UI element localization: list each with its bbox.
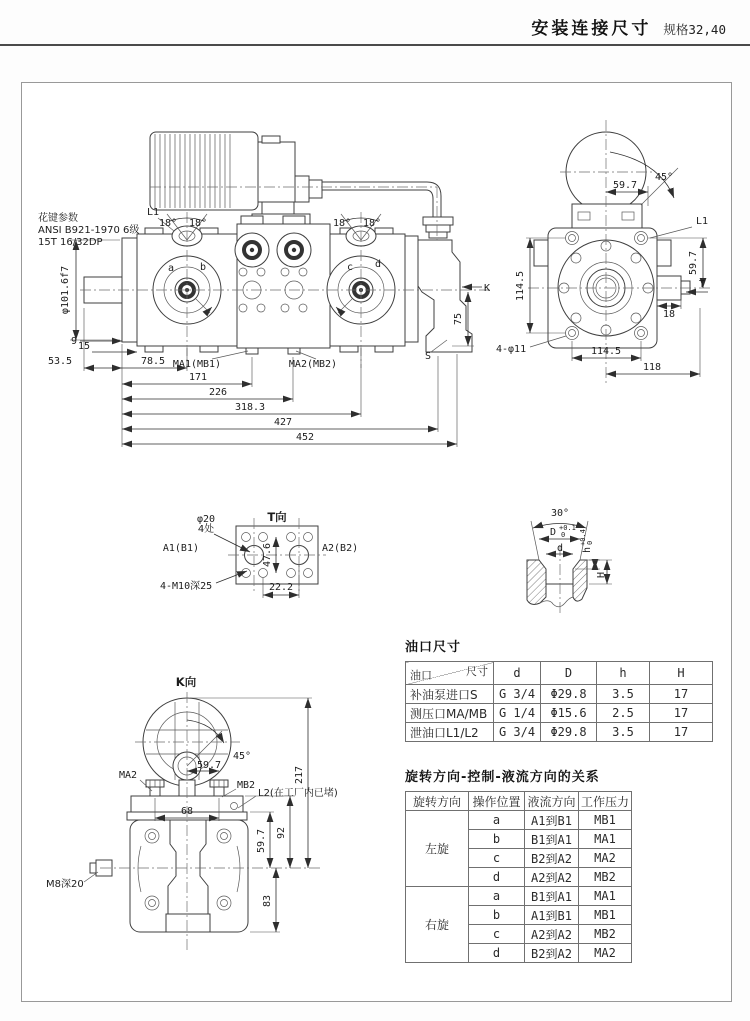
label-a2b2: A2(B2) bbox=[322, 543, 359, 554]
col-D: D bbox=[541, 662, 597, 685]
dim-47-6: 47.6 bbox=[262, 542, 273, 568]
dim-318-3: 318.3 bbox=[234, 402, 266, 413]
t-view-title: T向 bbox=[267, 510, 287, 524]
label-phi20: φ20 bbox=[196, 514, 216, 525]
dim-h-tol-dn: 0 bbox=[586, 540, 594, 545]
spline-note-2: ANSI B921-1970 6级 bbox=[38, 225, 140, 236]
dim-18: 18 bbox=[662, 309, 676, 320]
rot-r-c-pos: c bbox=[469, 925, 525, 944]
rot-l-d-pos: d bbox=[469, 868, 525, 887]
spline-note-3: 15T 16/32DP bbox=[38, 237, 103, 248]
label-a1b1: A1(B1) bbox=[162, 543, 199, 554]
oil-port-table-title: 油口尺寸 bbox=[405, 640, 462, 655]
corner-port-label: 油口 bbox=[410, 669, 432, 682]
col-H: H bbox=[650, 662, 713, 685]
rot-row bbox=[406, 811, 632, 830]
page-title: 安装连接尺寸 bbox=[531, 19, 652, 39]
rot-l-d-press: MB2 bbox=[579, 868, 632, 887]
rot-row bbox=[406, 887, 632, 906]
pos-a: a bbox=[167, 263, 175, 274]
rotation-table bbox=[405, 791, 632, 963]
label-ma1: MA1(MB1) bbox=[172, 359, 222, 370]
rot-r-a-pos: a bbox=[469, 887, 525, 906]
page-spec: 规格32,40 bbox=[663, 22, 726, 37]
rot-col-pressure: 工作压力 bbox=[579, 792, 632, 811]
label-l1-side: L1 bbox=[695, 216, 709, 227]
rot-col-direction: 旋转方向 bbox=[406, 792, 469, 811]
oil-row-s-d: G 3/4 bbox=[494, 685, 541, 704]
oil-row-l1 bbox=[406, 723, 713, 742]
angle-18-3: 18° bbox=[332, 218, 352, 229]
dim-shaft-dia: φ101.6f7 bbox=[60, 265, 71, 315]
k-label-ma2: MA2 bbox=[118, 770, 138, 781]
k-view bbox=[46, 675, 338, 950]
rot-col-flow: 液流方向 bbox=[525, 792, 579, 811]
rot-r-b-flow: A1到B1 bbox=[525, 906, 579, 925]
rot-l-b-flow: B1到A1 bbox=[525, 830, 579, 849]
oil-row-s bbox=[406, 685, 713, 704]
oil-row-l1-D: Φ29.8 bbox=[541, 723, 597, 742]
dim-h: h bbox=[582, 546, 593, 553]
rot-r-a-press: MA1 bbox=[579, 887, 632, 906]
oil-row-l1-h: 3.5 bbox=[597, 723, 650, 742]
pos-b: b bbox=[199, 262, 207, 273]
k-dim-92: 92 bbox=[276, 826, 287, 840]
label-4-phi11: 4-φ11 bbox=[496, 344, 527, 355]
label-ma2: MA2(MB2) bbox=[288, 359, 338, 370]
dim-h-tol-up: +0.4 bbox=[579, 529, 587, 546]
k-dim-83: 83 bbox=[262, 894, 273, 908]
oil-row-s-name: 补油泵进口S bbox=[406, 685, 494, 704]
rot-r-b-pos: b bbox=[469, 906, 525, 925]
k-dim-68: 68 bbox=[180, 806, 194, 817]
dim-59-7-top: 59.7 bbox=[612, 180, 638, 191]
rotation-section bbox=[405, 766, 632, 963]
k-dim-59-7: 59.7 bbox=[256, 828, 267, 854]
dim-bore-d: d bbox=[556, 543, 564, 554]
k-label-m8: M8深20 bbox=[46, 879, 84, 890]
oil-row-ma-H: 17 bbox=[650, 704, 713, 723]
label-s: S bbox=[424, 351, 432, 362]
rot-dir-right: 右旋 bbox=[406, 887, 469, 963]
dim-171: 171 bbox=[188, 372, 208, 383]
dim-cap-tol-up: +0.1 bbox=[559, 524, 576, 532]
rot-r-a-flow: B1到A1 bbox=[525, 887, 579, 906]
front-view bbox=[38, 132, 492, 447]
dim-22-2: 22.2 bbox=[268, 582, 294, 593]
dim-114-5-h: 114.5 bbox=[590, 346, 622, 357]
oil-row-s-h: 3.5 bbox=[597, 685, 650, 704]
pos-d: d bbox=[374, 259, 382, 270]
spline-note-1: 花键参数 bbox=[38, 213, 78, 224]
rot-col-position: 操作位置 bbox=[469, 792, 525, 811]
label-l1: L1 bbox=[146, 207, 160, 218]
oil-row-l1-name: 泄油口L1/L2 bbox=[406, 723, 494, 742]
dim-cap-tol-dn: 0 bbox=[561, 531, 566, 539]
rot-l-c-flow: B2到A2 bbox=[525, 849, 579, 868]
dim-30deg: 30° bbox=[550, 508, 570, 519]
oil-row-ma-name: 测压口MA/MB bbox=[406, 704, 494, 723]
col-h: h bbox=[597, 662, 650, 685]
angle-18-1: 18° bbox=[158, 218, 178, 229]
rot-l-d-flow: A2到A2 bbox=[525, 868, 579, 887]
dim-9: 9 bbox=[70, 336, 78, 347]
rot-l-a-flow: A1到B1 bbox=[525, 811, 579, 830]
dim-118: 118 bbox=[642, 362, 662, 373]
dim-h-group bbox=[579, 529, 594, 553]
rot-r-d-flow: B2到A2 bbox=[525, 944, 579, 963]
angle-18-2: 18° bbox=[188, 218, 208, 229]
label-4places: 4处 bbox=[197, 524, 215, 535]
side-view bbox=[496, 120, 712, 385]
dim-big-h: H bbox=[596, 571, 607, 579]
oil-row-ma-D: Φ15.6 bbox=[541, 704, 597, 723]
oil-row-l1-H: 17 bbox=[650, 723, 713, 742]
rot-r-d-press: MA2 bbox=[579, 944, 632, 963]
k-dim-59-7-top: 59.7 bbox=[196, 760, 222, 771]
rot-r-b-press: MB1 bbox=[579, 906, 632, 925]
rot-l-b-pos: b bbox=[469, 830, 525, 849]
rot-l-c-press: MA2 bbox=[579, 849, 632, 868]
dim-226: 226 bbox=[208, 387, 228, 398]
col-d: d bbox=[494, 662, 541, 685]
pos-c: c bbox=[346, 262, 354, 273]
rot-l-c-pos: c bbox=[469, 849, 525, 868]
t-view bbox=[160, 510, 358, 598]
label-4m10: 4-M10深25 bbox=[160, 581, 213, 592]
dim-75: 75 bbox=[453, 312, 464, 326]
port-detail bbox=[527, 508, 612, 615]
k-dim-45deg: 45° bbox=[232, 751, 252, 762]
dim-452: 452 bbox=[295, 432, 315, 443]
rot-dir-left: 左旋 bbox=[406, 811, 469, 887]
oil-row-ma-h: 2.5 bbox=[597, 704, 650, 723]
dim-59-7-r: 59.7 bbox=[688, 250, 699, 276]
diagonal-header-cell bbox=[406, 662, 494, 685]
dim-78-5: 78.5 bbox=[140, 356, 166, 367]
label-t-arrow: T bbox=[698, 279, 706, 290]
dim-53-5: 53.5 bbox=[47, 356, 73, 367]
k-view-title: K向 bbox=[175, 675, 197, 689]
oil-port-table bbox=[405, 661, 713, 742]
dim-cap-d: D bbox=[549, 527, 557, 538]
oil-row-l1-d: G 3/4 bbox=[494, 723, 541, 742]
rot-r-c-flow: A2到A2 bbox=[525, 925, 579, 944]
oil-row-ma bbox=[406, 704, 713, 723]
k-label-mb2: MB2 bbox=[236, 780, 256, 791]
oil-row-s-D: Φ29.8 bbox=[541, 685, 597, 704]
rot-r-d-pos: d bbox=[469, 944, 525, 963]
k-dim-217: 217 bbox=[294, 765, 305, 785]
k-label-l2: L2(在工厂内已堵) bbox=[258, 788, 338, 799]
corner-size-label: 尺寸 bbox=[466, 665, 488, 678]
oil-row-s-H: 17 bbox=[650, 685, 713, 704]
rot-l-b-press: MA1 bbox=[579, 830, 632, 849]
dim-114-5-v: 114.5 bbox=[515, 270, 526, 302]
rotation-table-title: 旋转方向-控制-液流方向的关系 bbox=[405, 770, 600, 785]
rot-l-a-pos: a bbox=[469, 811, 525, 830]
dim-427: 427 bbox=[273, 417, 293, 428]
rot-l-a-press: MB1 bbox=[579, 811, 632, 830]
dim-15: 15 bbox=[77, 341, 91, 352]
rot-r-c-press: MB2 bbox=[579, 925, 632, 944]
oil-row-ma-d: G 1/4 bbox=[494, 704, 541, 723]
angle-18-4: 18° bbox=[362, 218, 382, 229]
dim-45deg: 45° bbox=[654, 172, 674, 183]
oil-port-section bbox=[405, 636, 713, 742]
label-k: K bbox=[483, 283, 491, 294]
